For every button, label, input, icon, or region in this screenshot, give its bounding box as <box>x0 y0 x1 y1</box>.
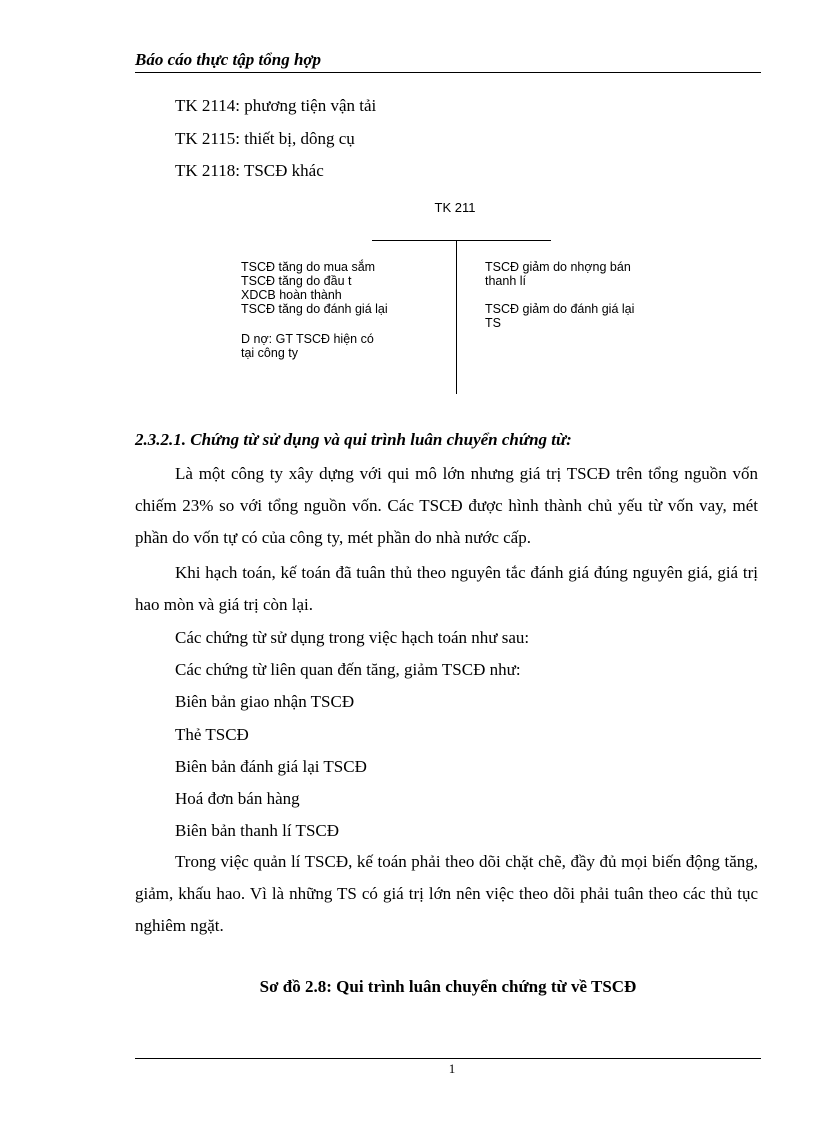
t-account-horizontal-line <box>372 240 551 241</box>
debit-balance: tại công ty <box>241 346 298 360</box>
text-line: Các chứng từ sử dụng trong việc hạch toán như sau: <box>175 628 530 647</box>
credit-entry: TSCĐ giảm do đánh giá lại <box>485 302 635 316</box>
page-number: 1 <box>448 1061 456 1076</box>
debit-entry: XDCB hoàn thành <box>241 288 342 302</box>
section-heading: 2.3.2.1. Chứng từ sử dụng và qui trình luân chuyển chứng từ: <box>135 430 572 449</box>
t-account-title: TK 211 <box>434 200 476 215</box>
document-list-item: Biên bản giao nhận TSCĐ <box>175 692 355 711</box>
paragraph: Là một công ty xây dựng với qui mô lớn nhưng giá trị TSCĐ trên tổng nguồn vốn chiếm 23% so với tổng nguồn vốn. Các TSCĐ được hình thành chủ yếu từ vốn vay, mét phần do vốn tự có của công ty, mét phần do nhà nước cấp. <box>135 464 758 547</box>
paragraph: Trong việc quản lí TSCĐ, kế toán phải theo dõi chặt chẽ, đầy đủ mọi biến động tăng, giảm, khấu hao. Vì là những TS có giá trị lớn nên việc theo dõi phải tuân theo các thủ tục nghiêm ngặt. <box>135 852 758 935</box>
header-title: Báo cáo thực tập tổng hợp <box>135 50 322 69</box>
document-list-item: Biên bản đánh giá lại TSCĐ <box>175 757 367 776</box>
document-list-item: Thẻ TSCĐ <box>175 725 249 744</box>
document-list-item: Biên bản thanh lí TSCĐ <box>175 821 340 840</box>
debit-entry: TSCĐ tăng do đầu t <box>241 274 352 288</box>
text-line: Các chứng từ liên quan đến tăng, giảm TSCĐ như: <box>175 660 521 679</box>
debit-balance: D nợ: GT TSCĐ hiện có <box>241 332 374 346</box>
figure-caption: Sơ đồ 2.8: Qui trình luân chuyển chứng từ về TSCĐ <box>259 977 637 996</box>
t-account-vertical-line <box>456 240 457 394</box>
footer-rule <box>135 1058 761 1059</box>
account-line: TK 2115: thiết bị, dông cụ <box>175 129 355 148</box>
debit-entry: TSCĐ tăng do đánh giá lại <box>241 302 388 316</box>
credit-entry: thanh lí <box>485 274 527 288</box>
header-rule <box>135 72 761 73</box>
debit-entry: TSCĐ tăng do mua sắm <box>241 260 376 274</box>
document-list-item: Hoá đơn bán hàng <box>175 789 300 808</box>
credit-entry: TSCĐ giảm do nhợng bán <box>485 260 631 274</box>
account-line: TK 2118: TSCĐ khác <box>175 161 324 180</box>
credit-entry: TS <box>485 316 501 330</box>
paragraph: Khi hạch toán, kế toán đã tuân thủ theo nguyên tắc đánh giá đúng nguyên giá, giá trị hao mòn và giá trị còn lại. <box>135 563 758 614</box>
account-line: TK 2114: phương tiện vận tải <box>175 96 377 115</box>
